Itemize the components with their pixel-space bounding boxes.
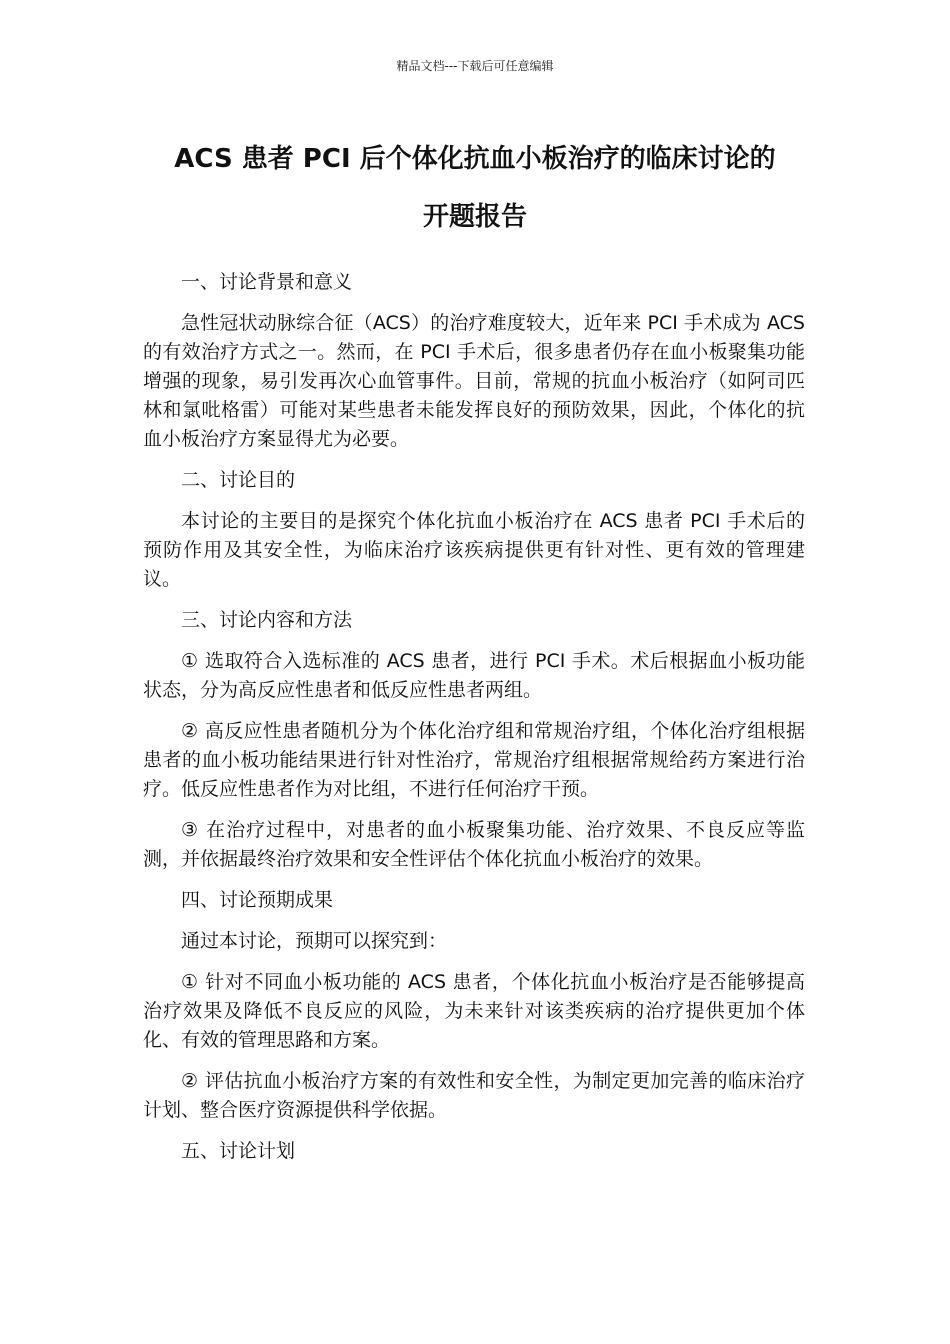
- paragraph: 通过本讨论，预期可以探究到：: [181, 930, 448, 952]
- paragraph: ② 评估抗血小板治疗方案的有效性和安全性，为制定更加完善的临床治疗计划、整合医疗资源提供科学依据。: [143, 1070, 805, 1121]
- paragraph: ① 选取符合入选标准的 ACS 患者，进行 PCI 手术。术后根据血小板功能状态，分为高反应性患者和低反应性患者两组。: [143, 650, 805, 701]
- paragraph: ② 高反应性患者随机分为个体化治疗组和常规治疗组，个体化治疗组根据患者的血小板功能结果进行针对性治疗，常规治疗组根据常规给药方案进行治疗。低反应性患者作为对比组，不进行任何治疗干预。: [143, 720, 805, 800]
- section-heading: 三、讨论内容和方法: [181, 609, 353, 631]
- section-heading: 一、讨论背景和意义: [181, 271, 353, 293]
- section-heading: 四、讨论预期成果: [181, 889, 334, 911]
- title-line-2: 开题报告: [422, 202, 527, 232]
- paragraph: 本讨论的主要目的是探究个体化抗血小板治疗在 ACS 患者 PCI 手术后的预防作用及其安全性，为临床治疗该疾病提供更有针对性、更有效的管理建议。: [143, 510, 805, 590]
- paragraph: ① 针对不同血小板功能的 ACS 患者，个体化抗血小板治疗是否能够提高治疗效果及降低不良反应的风险，为未来针对该类疾病的治疗提供更加个体化、有效的管理思路和方案。: [143, 971, 805, 1051]
- paragraph: ③ 在治疗过程中，对患者的血小板聚集功能、治疗效果、不良反应等监测，并依据最终治疗效果和安全性评估个体化抗血小板治疗的效果。: [143, 819, 805, 870]
- header-note: 精品文档---下载后可任意编辑: [396, 59, 554, 73]
- paragraph: 急性冠状动脉综合征（ACS）的治疗难度较大，近年来 PCI 手术成为 ACS 的有效治疗方式之一。然而，在 PCI 手术后，很多患者仍存在血小板聚集功能增强的现象，易引发再次心血管事件。目前，常规的抗血小板治疗（如阿司匹林和氯吡格雷）可能对某些患者未能发挥良好的预防效果，因此，个体化的抗血小板治疗方案显得尤为必要。: [143, 312, 805, 450]
- document-title: [140, 130, 810, 246]
- section-heading: 二、讨论目的: [181, 469, 296, 491]
- document-body: [143, 268, 805, 1178]
- title-line-1: ACS 患者 PCI 后个体化抗血小板治疗的临床讨论的: [174, 144, 776, 174]
- section-heading: 五、讨论计划: [181, 1140, 296, 1162]
